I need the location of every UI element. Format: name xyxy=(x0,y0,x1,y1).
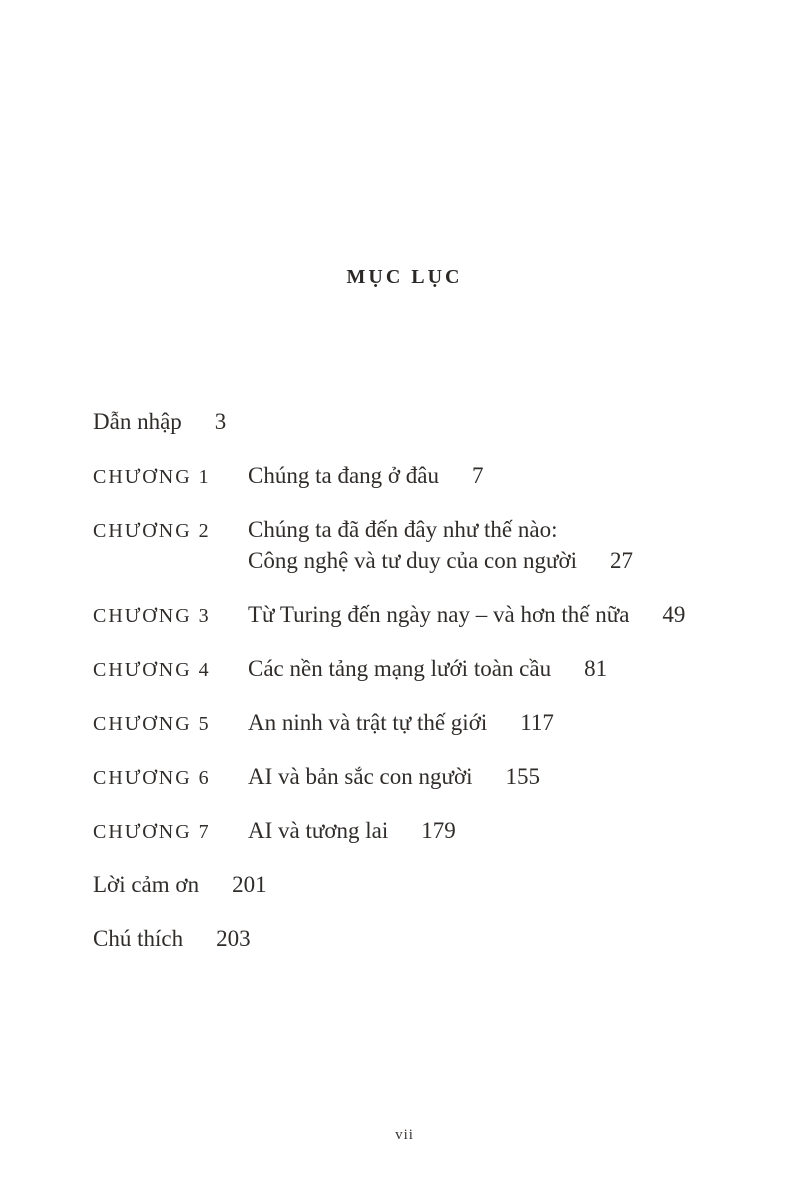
entry-line xyxy=(93,871,769,902)
entry-page-number: 27 xyxy=(610,548,634,573)
toc-list xyxy=(93,408,769,979)
entry-line xyxy=(93,925,769,956)
entry-line xyxy=(248,817,769,848)
entry-title: Các nền tảng mạng lưới toàn cầu xyxy=(248,656,552,681)
entry-title: Chúng ta đang ở đâu xyxy=(248,463,440,488)
entry-body xyxy=(248,516,769,578)
entry-title: Công nghệ và tư duy của con người xyxy=(248,548,578,573)
chapter-number-label: CHƯƠNG 2 xyxy=(93,520,211,542)
entry-page-number: 7 xyxy=(472,463,484,488)
entry-line xyxy=(248,547,769,578)
entry-body xyxy=(93,871,769,902)
entry-line xyxy=(248,516,769,547)
entry-line xyxy=(248,601,769,632)
entry-page-number: 117 xyxy=(520,710,554,735)
entry-title: Từ Turing đến ngày nay – và hơn thế nữa xyxy=(248,602,630,627)
entry-body xyxy=(248,763,769,794)
entry-line xyxy=(248,709,769,740)
entry-title: An ninh và trật tự thế giới xyxy=(248,710,488,735)
chapter-number-label: CHƯƠNG 6 xyxy=(93,767,211,789)
toc-entry xyxy=(93,601,769,632)
entry-page-number: 49 xyxy=(662,602,686,627)
entry-body xyxy=(248,462,769,493)
entry-title: Lời cảm ơn xyxy=(93,872,200,897)
entry-body xyxy=(248,709,769,740)
entry-title: Chú thích xyxy=(93,926,184,951)
page-number-footer: vii xyxy=(395,1127,414,1143)
entry-page-number: 3 xyxy=(214,409,227,434)
entry-body xyxy=(248,655,769,686)
entry-title: AI và bản sắc con người xyxy=(248,764,473,789)
entry-line xyxy=(248,763,769,794)
toc-entry xyxy=(93,462,769,493)
toc-entry xyxy=(93,925,769,956)
toc-entry xyxy=(93,817,769,848)
chapter-number-label: CHƯƠNG 7 xyxy=(93,821,211,843)
entry-line xyxy=(93,408,769,439)
entry-body xyxy=(93,925,769,956)
toc-entry xyxy=(93,709,769,740)
entry-page-number: 81 xyxy=(584,656,608,681)
toc-entry xyxy=(93,408,769,439)
entry-body xyxy=(93,408,769,439)
entry-title: Dẫn nhập xyxy=(93,409,182,434)
toc-entry xyxy=(93,763,769,794)
entry-title: AI và tương lai xyxy=(248,818,389,843)
chapter-number-label: CHƯƠNG 3 xyxy=(93,605,211,627)
entry-page-number: 201 xyxy=(232,872,267,897)
toc-entry xyxy=(93,655,769,686)
chapter-number-label: CHƯƠNG 5 xyxy=(93,713,211,735)
toc-title: MỤC LỤC xyxy=(346,266,463,288)
entry-page-number: 179 xyxy=(421,818,456,843)
toc-entry xyxy=(93,871,769,902)
entry-line xyxy=(248,655,769,686)
chapter-number-label: CHƯƠNG 1 xyxy=(93,466,211,488)
entry-body xyxy=(248,601,769,632)
entry-page-number: 203 xyxy=(216,926,251,951)
entry-page-number: 155 xyxy=(505,764,541,789)
chapter-number-label: CHƯƠNG 4 xyxy=(93,659,211,681)
entry-body xyxy=(248,817,769,848)
toc-entry xyxy=(93,516,769,578)
entry-line xyxy=(248,462,769,493)
entry-title: Chúng ta đã đến đây như thế nào: xyxy=(248,517,558,542)
